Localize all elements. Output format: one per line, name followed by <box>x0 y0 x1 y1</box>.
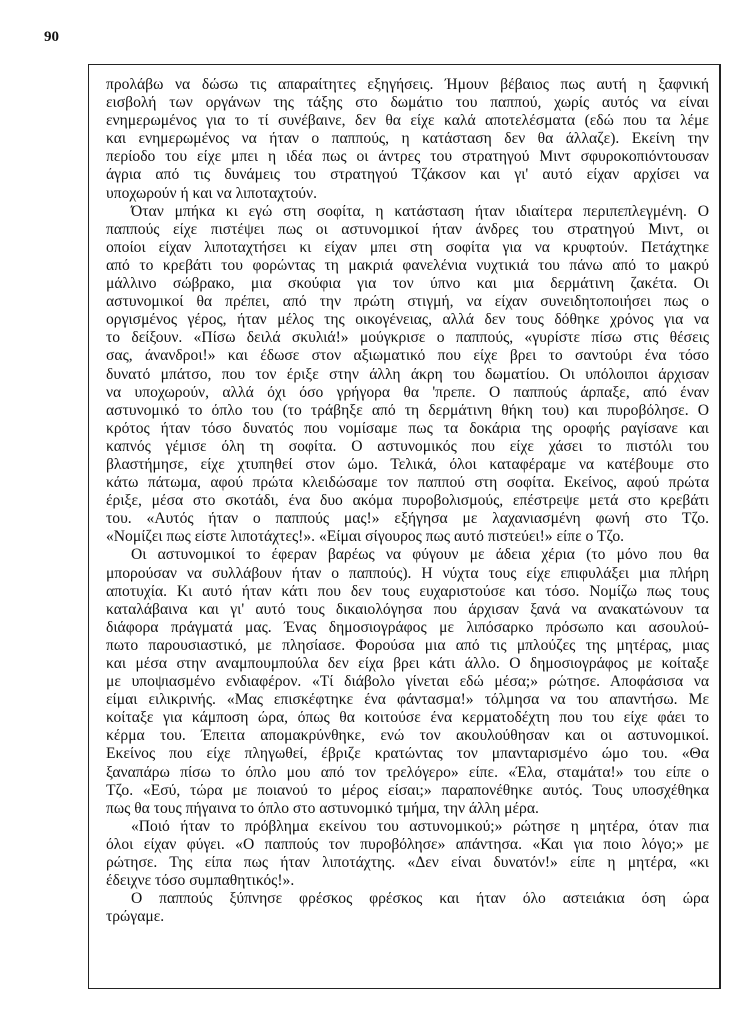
page-number: 90 <box>44 29 59 45</box>
text-line: αποτυχία. Κι αυτό ήταν κάτι που δεν τους ευχαριστούσε και τόσο. Νομίζω πως τους <box>106 582 709 600</box>
text-line: έριξε, μέσα στο σκοτάδι, ένα δυο ακόμα πυροβολισμούς, επέστρεψε μετά στο κρεβάτι <box>106 492 709 510</box>
text-line: «Νομίζει πως είστε λιποτάχτες!». «Είμαι σίγουρος πως αυτό πιστεύει!» είπε ο Τζο. <box>106 528 625 546</box>
text-line: άγρια από τις δυνάμεις του στρατηγού Τζάκσον και γι' αυτό είχαν αρχίσει να <box>106 166 709 184</box>
text-line: διάφορα πράγματά μας. Ένας δημοσιογράφος με λιπόσαρκο πρόσωπο και ασουλού- <box>106 618 709 636</box>
text-line: να υποχωρούν, αλλά όχι όσο γρήγορα θα 'πρεπε. Ο παππούς άρπαξε, από έναν <box>106 383 709 401</box>
text-line: κάτω πάτωμα, αφού πρώτα κλειδώσαμε τον παππού στη σοφίτα. Εκείνος, αφού πρώτα <box>106 474 709 492</box>
text-line: κοίταξε για κάμποση ώρα, όπως θα κοιτούσε ένα κερματοδέχτη που του είχε φάει το <box>106 709 709 727</box>
text-line: βλαστήμησε, είχε χτυπηθεί στον ώμο. Τελικά, όλοι καταφέραμε να κατέβουμε στο <box>106 455 709 473</box>
text-line: υποχωρούν ή και να λιποταχτούν. <box>106 184 317 202</box>
text-line: και ενημερωμένος να ήταν ο παππούς, η κατάσταση δεν θα άλλαζε). Εκείνη την <box>106 130 709 148</box>
text-line: «Ποιό ήταν το πρόβλημα εκείνου του αστυνομικού;» ρώτησε η μητέρα, όταν πια <box>131 817 709 835</box>
text-line: καπνός γέμισε όλη τη σοφίτα. Ο αστυνομικός που είχε χάσει το πιστόλι του <box>106 437 709 455</box>
text-line: μπορούσαν να συλλάβουν ήταν ο παππούς). Η νύχτα τους είχε επιφυλάξει μια πλήρη <box>106 564 709 582</box>
text-line: αστυνομικοί θα πρέπει, από την πρώτη στιγμή, να είχαν συνειδητοποιήσει πως ο <box>106 293 709 311</box>
text-line: μάλλινο σώβρακο, μια σκούφια για τον ύπνο και μια δερμάτινη ζακέτα. Οι <box>106 275 709 293</box>
text-line: πωτο παρουσιαστικό, με πλησίασε. Φορούσα μια από τις μπλούζες της μητέρας, μιας <box>106 636 709 654</box>
text-line: τρώγαμε. <box>106 908 165 926</box>
text-line: από το κρεβάτι του φορώντας τη μακριά φανελένια νυχτικιά του πάνω από το μακρύ <box>106 256 709 274</box>
text-line: αστυνομικό το όπλο του (το τράβηξε από τη δερμάτινη θήκη του) και πυροβόλησε. Ο <box>106 401 709 419</box>
text-line: Ο παππούς ξύπνησε φρέσκος φρέσκος και ήταν όλο αστειάκια όση ώρα <box>131 890 709 908</box>
text-line: περίοδο του είχε μπει η ιδέα πως οι άντρες του στρατηγού Μιντ σφυροκοπιόντουσαν <box>106 148 709 166</box>
text-line: Όταν μπήκα κι εγώ στη σοφίτα, η κατάσταση ήταν ιδιαίτερα περιπεπλεγμένη. Ο <box>131 202 709 220</box>
text-line: Τζο. «Εσύ, τώρα με ποιανού το μέρος είσαι;» παραπονέθηκε αυτός. Τους υποσχέθηκα <box>106 781 709 799</box>
text-line: πως θα τους πήγαινα το όπλο στο αστυνομικό τμήμα, την άλλη μέρα. <box>106 799 539 817</box>
paragraph <box>106 890 709 926</box>
body-text <box>106 76 709 926</box>
text-line: εισβολή των οργάνων της τάξης στο δωμάτιο του παππού, χωρίς αυτός να είναι <box>106 94 709 112</box>
text-line: κρότος ήταν τόσο δυνατός που νομίσαμε πως τα δοκάρια της οροφής ραγίσανε και <box>106 419 709 437</box>
text-line: σας, άνανδροι!» και έδωσε στον αξιωματικό που είχε βρει το σαντούρι ένα τόσο <box>106 347 709 365</box>
text-line: Οι αστυνομικοί το έφεραν βαρέως να φύγουν με άδεια χέρια (το μόνο που θα <box>131 546 709 564</box>
text-line: ενημερωμένος για το τί συνέβαινε, δεν θα είχε καλά αποτελέσματα (εδώ που τα λέμε <box>106 112 709 130</box>
text-line: του. «Αυτός ήταν ο παππούς μας!» εξήγησα με λαχανιασμένη φωνή στο Τζο. <box>106 510 709 528</box>
paragraph <box>106 76 709 203</box>
text-line: είμαι ειλικρινής. «Μας επισκέφτηκε ένα φάντασμα!» τόλμησα να του απαντήσω. Με <box>106 691 709 709</box>
text-line: ξαναπάρω πίσω το όπλο μου από τον τρελόγερο» είπε. «Έλα, σταμάτα!» του είπε ο <box>106 763 709 781</box>
text-line: έδειχνε τόσο συμπαθητικός!». <box>106 872 295 890</box>
text-frame <box>88 64 721 989</box>
text-line: παππούς είχε πιστέψει πως οι αστυνομικοί ήταν άνδρες του στρατηγού Μιντ, οι <box>106 220 709 238</box>
text-line: το δείξουν. «Πίσω δειλά σκυλιά!» μούγκρισε ο παππούς, «γυρίστε πίσω στις θέσεις <box>106 329 709 347</box>
text-line: ρώτησε. Της είπα πως ήταν λιποτάχτης. «Δεν είναι δυνατόν!» είπε η μητέρα, «κι <box>106 854 709 872</box>
text-line: δυνατό μπάτσο, που τον έριξε στην άλλη άκρη του δωματίου. Οι υπόλοιποι άρχισαν <box>106 365 709 383</box>
text-line: με υποψιασμένο ενδιαφέρον. «Τί διάβολο γίνεται εδώ μέσα;» ρώτησε. Αποφάσισα να <box>106 673 709 691</box>
paragraph <box>106 546 709 817</box>
text-line: οργισμένος γέρος, ήταν μέλος της οικογένειας, αλλά δεν τους δόθηκε χρόνος για να <box>106 311 709 329</box>
text-line: και μέσα στην αναμπουμπούλα δεν είχα βρει κάτι άλλο. Ο δημοσιογράφος με κοίταξε <box>106 655 709 672</box>
paragraph <box>106 203 709 547</box>
text-line: όλοι είχαν φύγει. «Ο παππούς τον πυροβόλησε» απάντησα. «Και για ποιο λόγο;» με <box>106 835 709 853</box>
text-line: καταλάβαινα και γι' αυτό τους δικαιολόγησα που άρχισαν ξανά να ανακατώνουν τα <box>106 600 709 618</box>
text-line: οποίοι είχαν λιποταχτήσει κι είχαν μπει στη σοφίτα για να κρυφτούν. Πετάχτηκε <box>106 238 709 256</box>
paragraph <box>106 818 709 890</box>
text-line: προλάβω να δώσω τις απαραίτητες εξηγήσεις. Ήμουν βέβαιος πως αυτή η ξαφνική <box>106 76 709 93</box>
text-line: κέρμα του. Έπειτα απομακρύνθηκε, ενώ τον ακουλούθησαν και οι αστυνομικοί. <box>106 727 709 745</box>
text-line: Εκείνος που είχε πληγωθεί, έβριζε κρατώντας τον μπανταρισμένο ώμο του. «Θα <box>106 745 709 763</box>
